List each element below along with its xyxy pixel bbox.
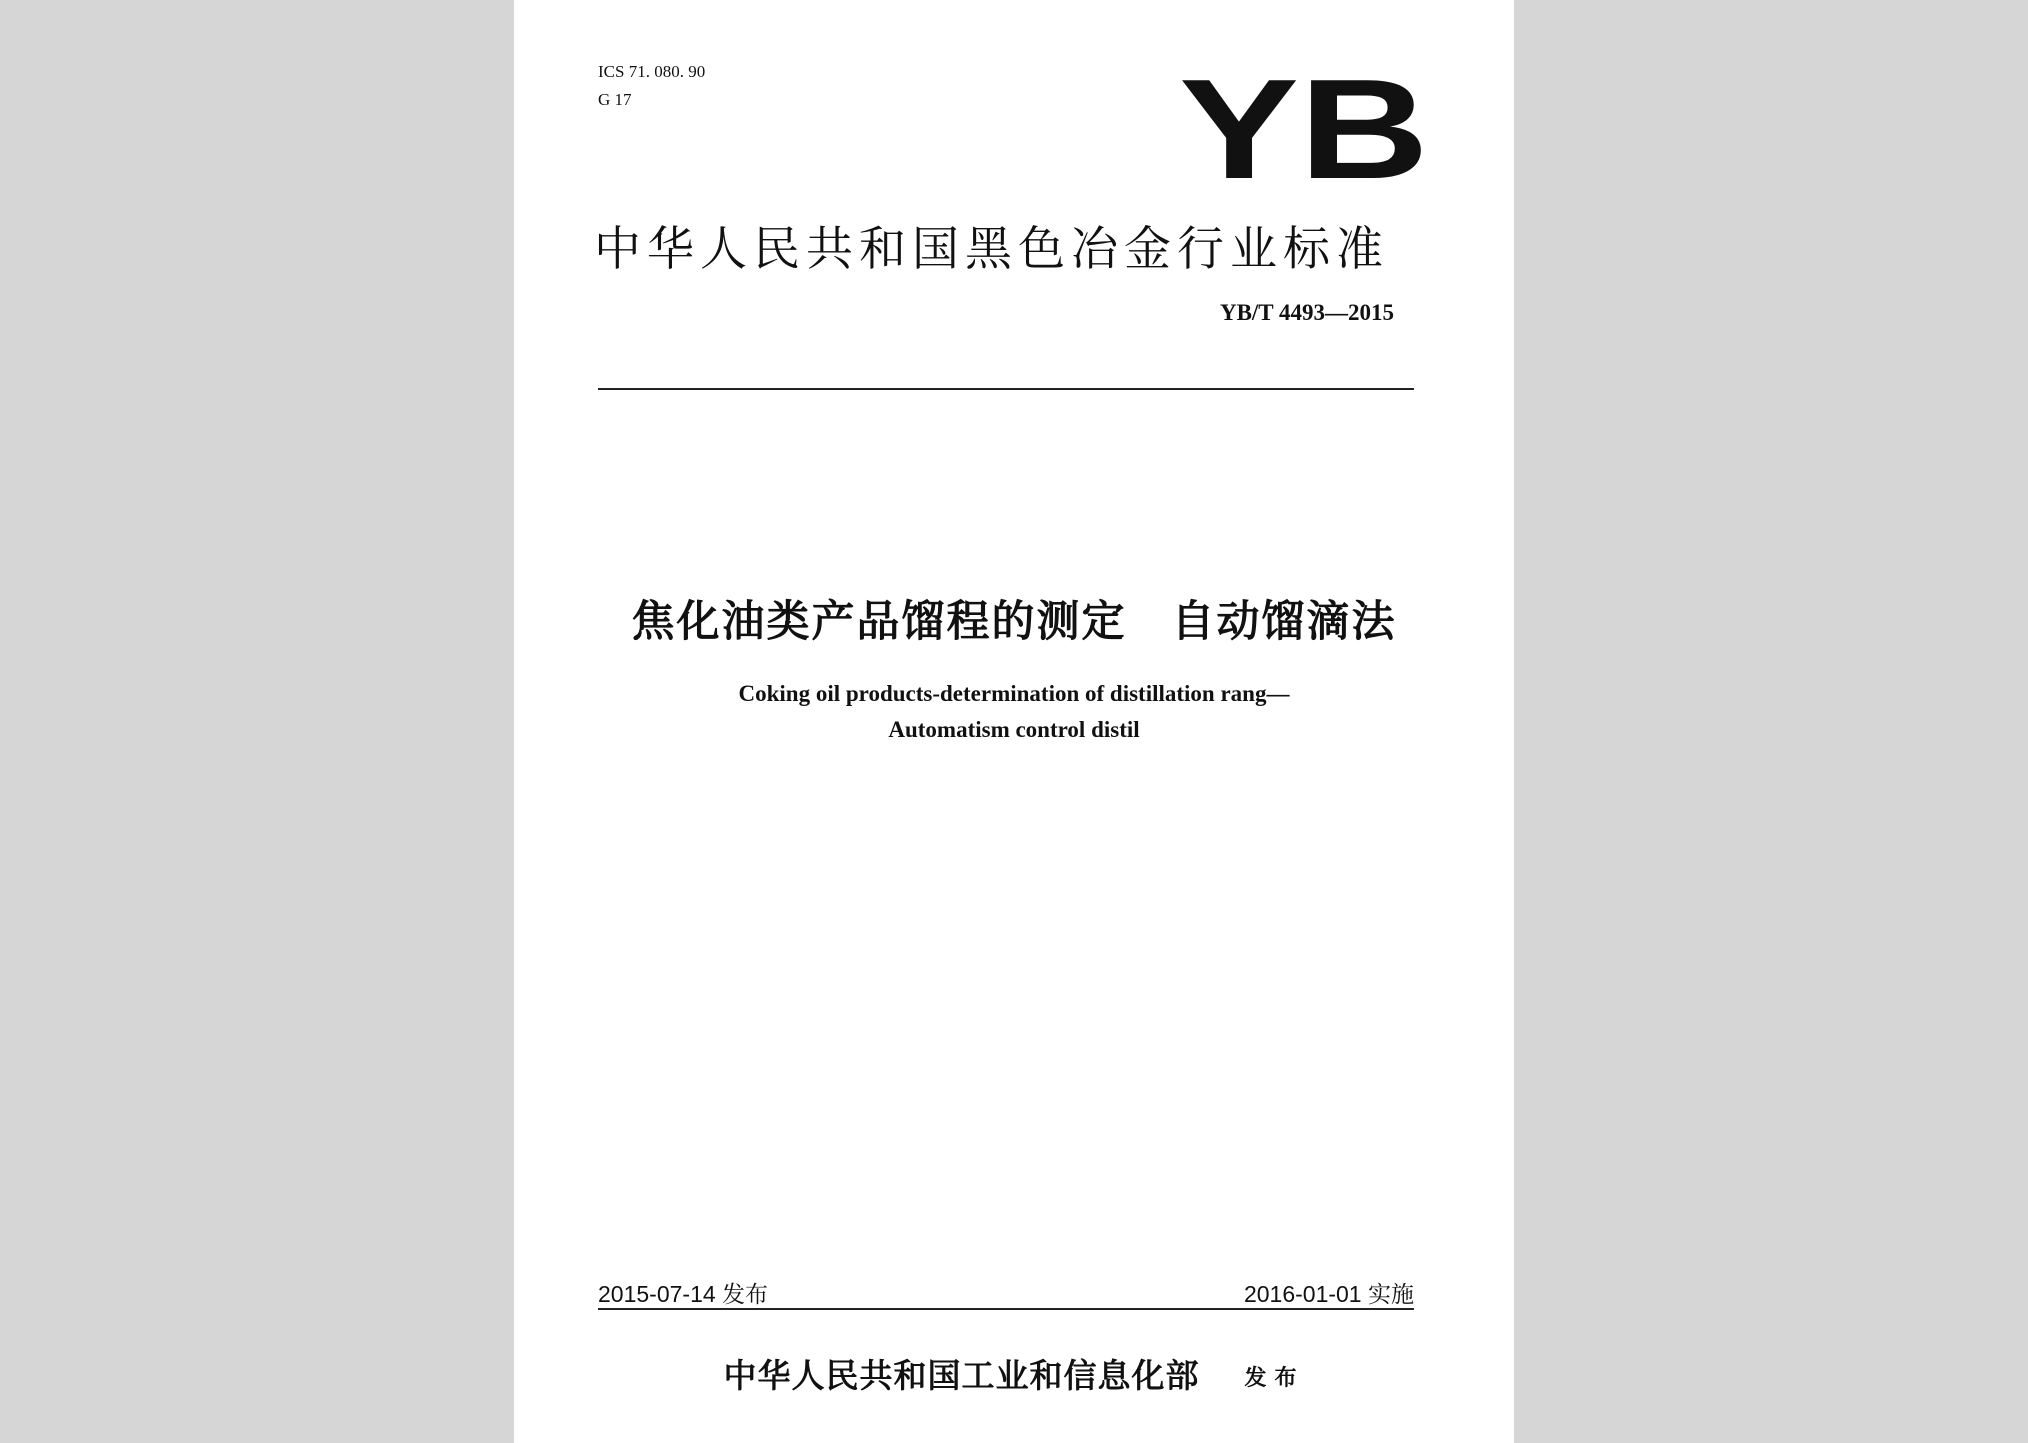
issue-date: 2015-07-14 发布 [598, 1281, 769, 1307]
yb-logo [1169, 60, 1439, 190]
implementation-date: 2016-01-01 实施 [1243, 1281, 1414, 1307]
document-title-en [514, 676, 1514, 748]
standard-category-title: 中华人民共和国黑色冶金行业标准 [594, 222, 1389, 277]
issuer-row [514, 1350, 1514, 1397]
document-title-cn: 焦化油类产品馏程的测定 自动馏滴法 [631, 597, 1397, 647]
document-title-en-line2: Automatism control distil [888, 717, 1140, 742]
document-title-en-line1: Coking oil products-determination of distillation rang— [738, 681, 1290, 706]
classification-codes [598, 58, 705, 114]
issuer-name: 中华人民共和国工业和信息化部 [723, 1356, 1200, 1395]
publish-label: 发布 [1244, 1366, 1305, 1391]
document-page [514, 0, 1514, 1443]
date-row [598, 1276, 1414, 1308]
header-divider [598, 388, 1414, 390]
yb-logo-text: YB [1179, 60, 1429, 190]
ics-code: ICS 71. 080. 90 [598, 62, 706, 81]
class-code: G 17 [598, 90, 632, 109]
standard-number: YB/T 4493—2015 [1219, 300, 1394, 325]
footer-divider [598, 1308, 1414, 1310]
